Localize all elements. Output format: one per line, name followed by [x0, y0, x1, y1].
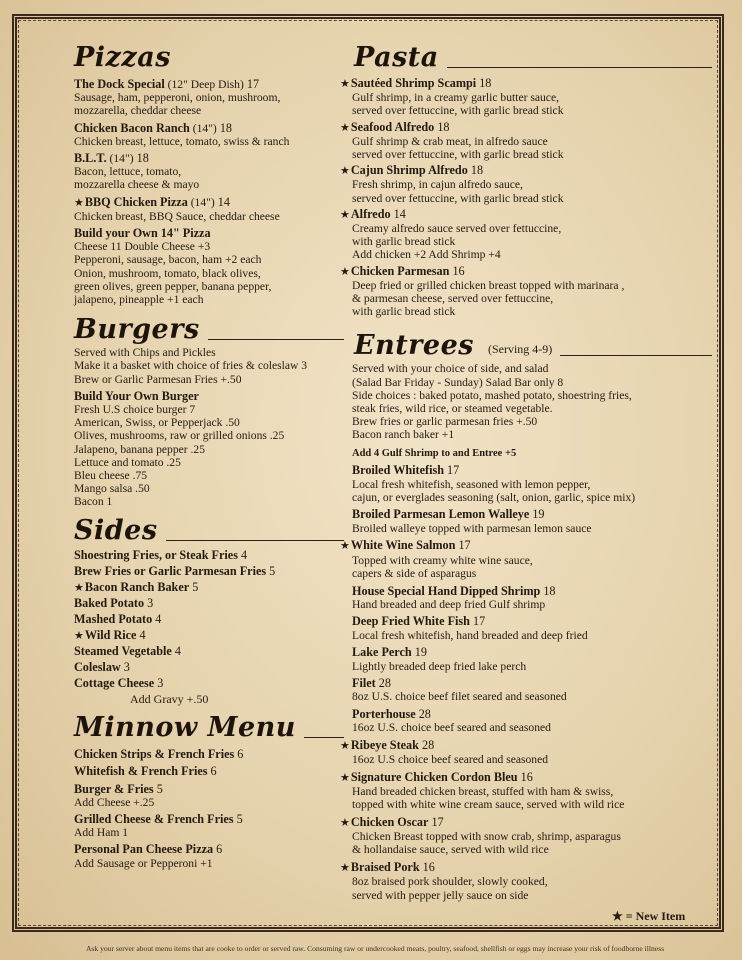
entree-name: Deep Fried White Fish — [352, 614, 470, 629]
pizza-desc: jalapeno, pineapple +1 each — [74, 293, 204, 307]
entree-name: Broiled Whitefish — [352, 463, 444, 478]
side-price: 5 — [266, 563, 276, 578]
side-name: Baked Potato — [74, 596, 145, 611]
minnow-desc: Add Cheese +.25 — [74, 795, 155, 809]
entree-list — [340, 464, 712, 901]
pasta-desc: served over fettuccine, with garlic bread stick — [352, 191, 564, 205]
entree-price: 28 — [375, 676, 391, 691]
burgers-heading-row — [74, 314, 344, 346]
minnow-name: Burger & Fries — [74, 781, 154, 796]
entree-name: White Wine Salmon — [350, 538, 456, 553]
side-price: 3 — [144, 596, 154, 611]
new-item-star-icon: ★ — [74, 629, 84, 642]
pizzas-heading-row — [74, 42, 344, 74]
entree-intro-line: Served with your choice of side, and salad — [352, 362, 549, 376]
pizza-desc: Onion, mushroom, tomato, black olives, — [74, 266, 261, 280]
entree-item — [340, 615, 712, 641]
side-price: 3 — [120, 660, 130, 675]
minnow-price: 5 — [153, 781, 163, 796]
burger-intro — [74, 346, 344, 386]
entree-name: Broiled Parmesan Lemon Walleye — [352, 507, 530, 522]
entree-desc: Local fresh whitefish, seasoned with lemon pepper, — [352, 477, 591, 491]
pasta-item — [340, 208, 712, 262]
entree-desc: Lightly breaded deep fried lake perch — [352, 659, 527, 673]
burger-option: Mango salsa .50 — [74, 482, 150, 496]
entree-desc: 16oz U.S. choice beef seared and seasoned — [352, 721, 551, 735]
entrees-title: Entrees — [354, 330, 474, 362]
entree-desc: Hand breaded chicken breast, stuffed with ham & swiss, — [352, 785, 614, 799]
pizza-name: B.L.T. — [74, 151, 107, 166]
entree-name: Chicken Oscar — [350, 815, 429, 830]
pizza-price: 18 — [133, 151, 149, 166]
side-item — [74, 661, 344, 674]
new-item-star-icon: ★ — [340, 817, 350, 830]
minnow-rule — [304, 737, 344, 738]
entree-desc: cajun, or everglades seasoning (salt, onion, garlic, spice mix) — [352, 490, 636, 504]
entree-intro — [340, 362, 712, 441]
side-item — [74, 645, 344, 658]
side-name: Brew Fries or Garlic Parmesan Fries — [74, 563, 267, 578]
entree-intro-line: steak fries, wild rice, or steamed vegetable. — [352, 402, 553, 416]
left-column — [74, 42, 344, 870]
new-item-star-icon: ★ — [340, 121, 350, 134]
shrimp-addon: Add 4 Gulf Shrimp to and Entree +5 — [352, 447, 517, 459]
pasta-item — [340, 121, 712, 162]
entree-price: 19 — [529, 507, 545, 522]
entree-item — [340, 646, 712, 672]
sides-rule — [166, 540, 344, 541]
entree-desc: & hollandaise sauce, served with wild rice — [352, 843, 549, 857]
pasta-price: 14 — [390, 206, 406, 221]
pizza-name: BBQ Chicken Pizza — [84, 194, 188, 209]
entree-name: House Special Hand Dipped Shrimp — [352, 583, 541, 598]
sides-list — [74, 549, 344, 690]
side-item — [74, 597, 344, 610]
minnow-list — [74, 748, 344, 870]
entree-desc: Chicken Breast topped with snow crab, shrimp, asparagus — [352, 830, 621, 844]
minnow-item — [74, 843, 344, 869]
minnow-price: 6 — [213, 842, 223, 857]
burger-option: Bleu cheese .75 — [74, 469, 148, 483]
burger-option: Lettuce and tomato .25 — [74, 455, 181, 469]
entree-intro-line: Bacon ranch baker +1 — [352, 428, 455, 442]
pasta-price: 18 — [434, 119, 450, 134]
new-item-star-icon: ★ — [340, 208, 350, 221]
entree-item — [340, 861, 712, 902]
side-item — [74, 613, 344, 626]
entree-desc: topped with white wine cream sauce, served with wild rice — [352, 798, 625, 812]
entree-intro-line: Side choices : baked potato, mashed potato, shoestring fries, — [352, 388, 632, 402]
entree-desc: Hand breaded and deep fried Gulf shrimp — [352, 597, 546, 611]
burger-intro-line: Served with Chips and Pickles — [74, 346, 216, 360]
pizza-name: Build your Own 14" Pizza — [74, 226, 211, 241]
entree-price: 17 — [428, 815, 444, 830]
entree-price: 19 — [411, 645, 427, 660]
new-item-star-icon: ★ — [74, 196, 84, 209]
side-item — [74, 677, 344, 690]
pasta-title: Pasta — [354, 42, 439, 73]
entree-intro-line: Brew fries or garlic parmesan fries +.50 — [352, 415, 538, 429]
side-name: Bacon Ranch Baker — [84, 579, 190, 594]
side-price: 4 — [136, 627, 146, 642]
burgers-rule — [208, 339, 344, 340]
entree-desc: capers & side of asparagus — [352, 566, 477, 580]
new-item-star-icon: ★ — [340, 740, 350, 753]
minnow-price: 6 — [207, 764, 217, 779]
minnow-name: Whitefish & French Fries — [74, 764, 208, 779]
pizza-desc: Chicken breast, BBQ Sauce, cheddar cheese — [74, 209, 280, 223]
entree-name: Ribeye Steak — [350, 738, 419, 753]
entrees-rule — [560, 355, 712, 356]
entree-item — [340, 585, 712, 611]
new-item-star-icon: ★ — [340, 78, 350, 90]
pizza-size: (12" Deep Dish) — [164, 78, 244, 91]
side-item — [74, 565, 344, 578]
new-item-star-icon: ★ — [340, 165, 350, 178]
minnow-name: Grilled Cheese & French Fries — [74, 812, 234, 827]
burger-option: Bacon 1 — [74, 495, 113, 509]
new-item-legend: ★ = New Item — [612, 909, 686, 923]
minnow-heading-row — [74, 712, 344, 744]
entree-desc: 16oz U.S choice beef seared and seasoned — [352, 753, 549, 767]
new-item-star-icon: ★ — [340, 771, 350, 784]
minnow-item — [74, 813, 344, 839]
pizza-desc: mozzarella cheese & mayo — [74, 178, 200, 192]
entree-price: 18 — [540, 583, 556, 598]
pasta-rule — [447, 67, 712, 68]
new-item-star-icon: ★ — [340, 862, 350, 875]
entree-item — [340, 739, 712, 766]
pizza-item — [74, 196, 344, 223]
entree-price: 17 — [455, 538, 471, 553]
minnow-name: Chicken Strips & French Fries — [74, 747, 235, 762]
burger-option: Fresh U.S choice burger 7 — [74, 403, 196, 417]
pasta-price: 16 — [449, 263, 465, 278]
entree-desc: Broiled walleye topped with parmesan lemon sauce — [352, 521, 592, 535]
pasta-desc: Gulf shrimp & crab meat, in alfredo sauce — [352, 134, 548, 148]
burger-option: Olives, mushrooms, raw or grilled onions .25 — [74, 429, 285, 443]
entree-name: Signature Chicken Cordon Bleu — [350, 769, 518, 784]
pizza-size: (14") — [187, 195, 215, 209]
entree-name: Filet — [352, 676, 376, 691]
entree-desc: 8oz U.S. choice beef filet seared and seasoned — [352, 690, 567, 704]
entree-price: 17 — [443, 463, 460, 478]
pasta-name: Cajun Shrimp Alfredo — [350, 163, 468, 178]
pizza-list — [74, 78, 344, 306]
pasta-heading-row — [340, 42, 712, 74]
pizzas-title: Pizzas — [74, 42, 171, 73]
pizza-item — [74, 122, 344, 148]
entree-desc: Local fresh whitefish, hand breaded and deep fried — [352, 628, 588, 642]
pizza-desc: Chicken breast, lettuce, tomato, swiss & ranch — [74, 134, 290, 148]
pasta-desc: with garlic bread stick — [352, 235, 456, 249]
pasta-desc: & parmesan cheese, served over fettuccine, — [352, 292, 554, 306]
entree-item — [340, 816, 712, 857]
entree-item — [340, 677, 712, 703]
gravy-addon: Add Gravy +.50 — [130, 692, 209, 707]
pasta-item — [340, 265, 712, 319]
side-price: 4 — [171, 644, 181, 659]
entree-intro-line: (Salad Bar Friday - Sunday) Salad Bar only 8 — [352, 375, 564, 389]
burger-intro-line: Brew or Garlic Parmesan Fries +.50 — [74, 372, 242, 386]
burger-option: Jalapeno, banana pepper .25 — [74, 442, 206, 456]
side-name: Mashed Potato — [74, 612, 153, 626]
side-price: 3 — [154, 675, 164, 690]
footer-disclaimer: Ask your server about menu items that are cooke to order or served raw. Consuming raw or undercooked meats, poultry, seafood, shellfish or eggs may increase your risk of foodborne illness — [85, 944, 665, 953]
pasta-desc: served over fettuccine, with garlic bread stick — [352, 104, 564, 118]
pasta-desc: Add chicken +2 Add Shrimp +4 — [352, 248, 501, 262]
burgers-title: Burgers — [74, 314, 200, 346]
side-item — [74, 629, 344, 643]
side-name: Shoestring Fries, or Steak Fries — [74, 548, 238, 563]
pizza-desc: green olives, green pepper, banana pepper, — [74, 279, 272, 293]
pasta-list — [340, 77, 712, 318]
entree-price: 16 — [419, 860, 435, 875]
minnow-desc: Add Sausage or Pepperoni +1 — [74, 856, 213, 870]
pasta-desc: Fresh shrimp, in cajun alfredo sauce, — [352, 178, 523, 192]
minnow-price: 5 — [233, 812, 243, 827]
entree-name: Lake Perch — [352, 645, 412, 660]
entree-desc: Topped with creamy white wine sauce, — [352, 553, 533, 567]
pizza-desc: mozzarella, cheddar cheese — [74, 104, 202, 118]
entree-name: Braised Pork — [350, 860, 420, 875]
pizza-price: 17 — [243, 77, 260, 91]
entree-item — [340, 539, 712, 580]
pizza-item — [74, 227, 344, 306]
burger-options — [74, 403, 344, 509]
pasta-desc: with garlic bread stick — [352, 305, 456, 319]
side-item — [74, 549, 344, 562]
sides-title: Sides — [74, 514, 158, 546]
pasta-name: Seafood Alfredo — [350, 119, 435, 134]
side-name: Steamed Vegetable — [74, 644, 172, 659]
pasta-desc: Gulf shrimp, in a creamy garlic butter sauce, — [352, 91, 560, 105]
pasta-price: 18 — [467, 163, 484, 178]
entrees-heading-row — [340, 330, 712, 362]
side-price: 5 — [189, 579, 199, 594]
minnow-title: Minnow Menu — [74, 712, 296, 744]
new-item-star-icon: ★ — [340, 540, 350, 553]
pasta-item — [340, 77, 712, 118]
pizza-desc: Bacon, lettuce, tomato, — [74, 165, 182, 179]
pasta-name: Chicken Parmesan — [350, 263, 450, 278]
side-name: Coleslaw — [74, 660, 121, 675]
pizza-desc: Sausage, ham, pepperoni, onion, mushroom, — [74, 91, 281, 105]
entree-price: 28 — [418, 738, 435, 753]
pasta-name: Sautéed Shrimp Scampi — [350, 76, 477, 90]
pizza-desc: Pepperoni, sausage, bacon, ham +2 each — [74, 253, 262, 267]
entree-desc: served with pepper jelly sauce on side — [352, 888, 529, 902]
entree-desc: 8oz braised pork shoulder, slowly cooked, — [352, 875, 548, 889]
build-burger-title: Build Your Own Burger — [74, 388, 199, 403]
minnow-price: 6 — [234, 747, 244, 762]
pizza-size: (14") — [106, 152, 134, 166]
pasta-item — [340, 164, 712, 205]
pasta-desc: Creamy alfredo sauce served over fettuccine, — [352, 222, 562, 236]
side-name: Wild Rice — [84, 627, 137, 642]
entree-price: 17 — [469, 614, 486, 629]
entree-price: 16 — [517, 769, 533, 784]
minnow-name: Personal Pan Cheese Pizza — [74, 842, 214, 857]
entree-price: 28 — [415, 707, 431, 722]
side-name: Cottage Cheese — [74, 675, 155, 690]
entrees-serving: (Serving 4-9) — [487, 342, 553, 357]
sides-heading-row — [74, 515, 344, 547]
entree-item — [340, 464, 712, 504]
minnow-item — [74, 748, 344, 761]
pasta-name: Alfredo — [350, 206, 391, 221]
pizza-name: Chicken Bacon Ranch — [74, 120, 190, 135]
pizza-size: (14") — [189, 121, 217, 135]
new-item-star-icon: ★ — [340, 265, 350, 278]
pizza-item — [74, 152, 344, 192]
side-item — [74, 581, 344, 595]
pizza-price: 14 — [214, 194, 230, 209]
new-item-star-icon: ★ — [74, 581, 84, 594]
side-price: 4 — [152, 612, 162, 626]
side-price: 4 — [237, 548, 248, 563]
right-column — [340, 42, 712, 902]
minnow-desc: Add Ham 1 — [74, 826, 129, 840]
pasta-price: 18 — [476, 76, 492, 90]
pizza-price: 18 — [216, 120, 232, 135]
entree-name: Porterhouse — [352, 707, 416, 722]
pasta-desc: served over fettuccine, with garlic bread stick — [352, 148, 564, 162]
minnow-item — [74, 765, 344, 778]
burger-option: American, Swiss, or Pepperjack .50 — [74, 416, 240, 430]
entree-item — [340, 771, 712, 812]
minnow-item — [74, 783, 344, 809]
entree-item — [340, 708, 712, 734]
pizza-item — [74, 78, 344, 118]
pizza-name: The Dock Special — [74, 77, 165, 91]
entree-item — [340, 508, 712, 534]
pasta-desc: Deep fried or grilled chicken breast topped with marinara , — [352, 278, 625, 292]
burger-intro-line: Make it a basket with choice of fries & coleslaw 3 — [74, 359, 308, 373]
pizza-desc: Cheese 11 Double Cheese +3 — [74, 240, 211, 254]
